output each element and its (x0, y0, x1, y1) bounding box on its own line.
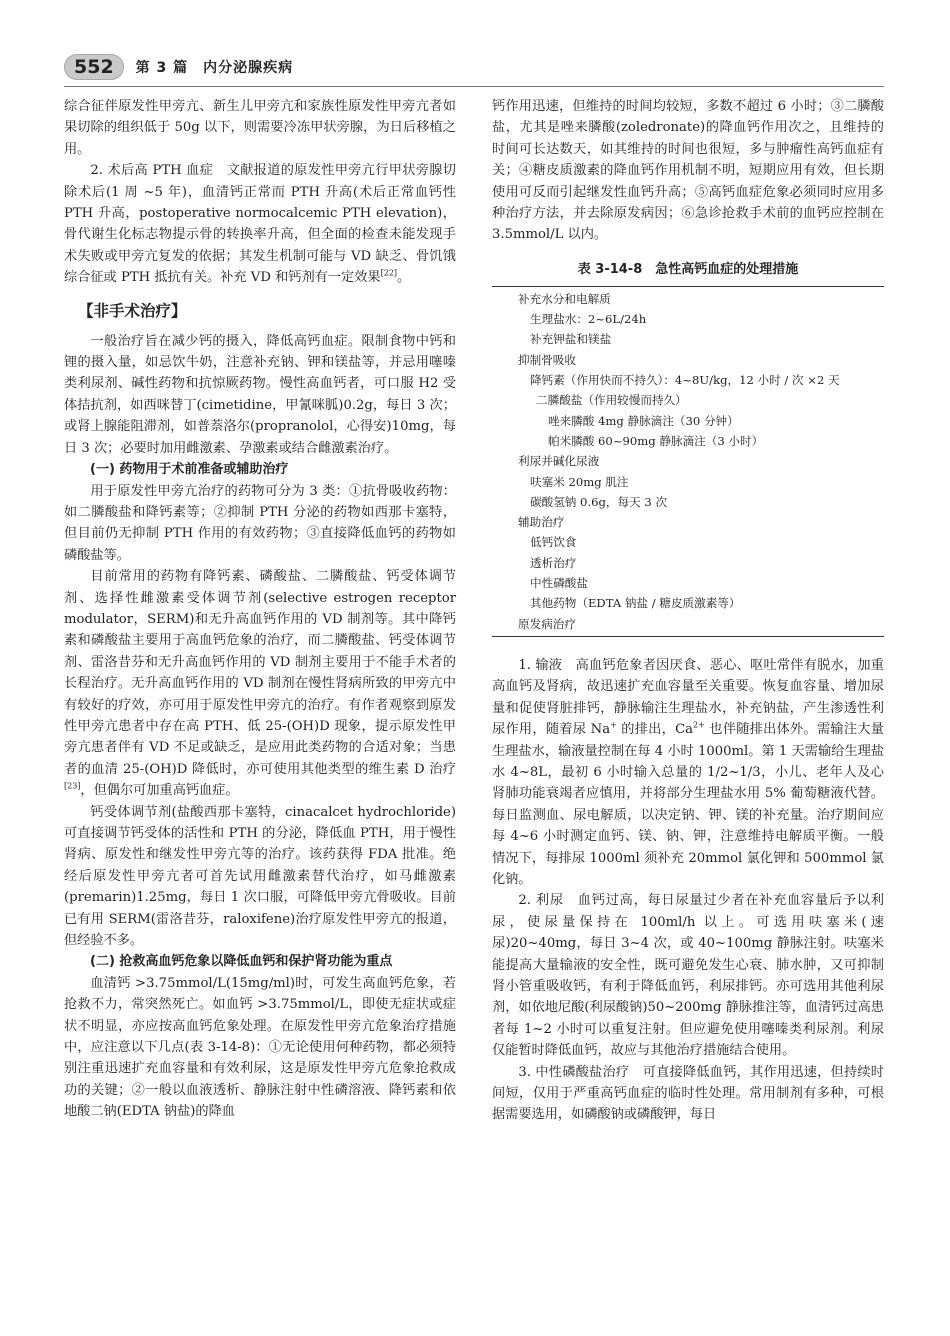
table-row: 抑制骨吸收 (518, 352, 576, 367)
table-row: 补充钾盐和镁盐 (530, 332, 612, 347)
table-row: 其他药物（EDTA 钠盐 / 糖皮质激素等） (530, 596, 741, 611)
paragraph-text: 2. 术后高 PTH 血症 文献报道的原发性甲旁亢行甲状旁腺切除术后(1 周 ~5 年)，血清钙正常而 PTH 升高(术后正常血钙性 PTH 升高，postoperative normocalcemic PTH elevation)，骨代谢生化标志物提示骨的转换率升高，但全面的检查未能发现手术失败或甲旁亢复发的依据；其发生机制可能与 VD 缺乏、骨饥饿综合征或 PTH 抵抗有关。补充 VD 和钙剂有一定效果 (64, 163, 456, 286)
paragraph-text: 目前常用的药物有降钙素、磷酸盐、二膦酸盐、钙受体调节剂、选择性雌激素受体调节剂(selective estrogen receptor modulator，SERM)和无升高血钙作用的 VD 制剂等。其中降钙素和磷酸盐主要用于高血钙危象的治疗，而二膦酸盐、钙受体调节剂、雷洛昔芬和无升高血钙作用的 VD 制剂主要用于不能手术者的长程治疗。无升高血钙作用的 VD 制剂在慢性肾病所致的甲旁亢中有较好的疗效，亦可用于原发性甲旁亢的治疗。有作者观察到原发性甲旁亢患者中存在高 PTH、低 25-(OH)D 现象，提示原发性甲旁亢患者伴有 VD 不足或缺乏，是应用此类药物的合适对象；当患者的血清 25-(OH)D 降低时，亦可使用其他类型的维生素 D 治疗 (64, 569, 456, 777)
table-row: 原发病治疗 (518, 616, 576, 631)
part-title: 第 3 篇 内分泌腺疾病 (135, 60, 294, 76)
table-row: 唑来膦酸 4mg 静脉滴注（30 分钟） (548, 413, 739, 428)
left-column (64, 96, 456, 1123)
paragraph: 钙作用迅速，但维持的时间均较短，多数不超过 6 小时；③二膦酸盐，尤其是唑来膦酸(zoledronate)的降血钙作用次之，且维持的时间可长达数天，如其维持的时间也很短，多与肿瘤性高钙血症有关；④糖皮质激素的降血钙作用机制不明，短期应用有效，但长期使用可反而引起继发性血钙升高；⑤高钙血症危象必须同时应用多种治疗方法，并去除原发病因；⑥急诊抢救手术前的血钙应控制在 3.5mmol/L 以内。 (492, 99, 884, 243)
paragraph-text: 。 (397, 270, 411, 286)
paragraph (492, 655, 884, 890)
page-number: 552 (64, 54, 124, 80)
right-column (492, 96, 884, 1126)
paragraph-text: 也伴随排出体外。需输注大量生理盐水，输液量控制在每 4 小时 1000ml。第 1 天需输给生理盐水 4~8L，最初 6 小时输入总量的 1/2~1/3，小儿、老年人及心肾肺功能衰竭者应慎用，并将部分生理盐水用 5% 葡萄糖液代替。每日监测血、尿电解质，以决定钠、钾、镁的补充量。治疗期间应每 4~6 小时测定血钙、镁、钠、钾，注意维持电解质平衡。一般情况下，每排尿 1000ml 须补充 20mmol 氯化钾和 500mmol 氯化钠。 (492, 722, 884, 887)
superscript: 2+ (693, 720, 705, 730)
paragraph: 血清钙 >3.75mmol/L(15mg/ml)时，可发生高血钙危象，若抢救不力，常突然死亡。如血钙 >3.75mmol/L，即使无症状或症状不明显，亦应按高血钙危象处理。在原发性甲旁亢危象治疗措施中，应注意以下几点(表 3-14-8)：①无论使用何种药物，都必须特别注重迅速扩充血容量和有效利尿，这是原发性甲旁亢危象抢救成功的关键；②一般以血液透析、静脉注射中性磷溶液、降钙素和依地酸二钠(EDTA 钠盐)的降血 (64, 975, 456, 1120)
table-row: 透析治疗 (530, 555, 577, 570)
superscript: + (610, 720, 617, 730)
table-row: 低钙饮食 (530, 535, 577, 550)
table-row: 补充水分和电解质 (518, 291, 611, 306)
paragraph: 钙受体调节剂(盐酸西那卡塞特，cinacalcet hydrochloride)可直接调节钙受体的活性和 PTH 的分泌，降低血 PTH，用于慢性肾病、原发性和继发性甲旁亢等的治疗。该药获得 FDA 批准。绝经后原发性甲旁亢者可首先试用雌激素替代治疗，如马雌激素(premarin)1.25mg，每日 1 次口服，可降低甲旁亢骨吸收。目前已有用 SERM(雷洛昔芬，raloxifene)治疗原发性甲旁亢的报道，但经验不多。 (64, 804, 456, 949)
paragraph: 一般治疗旨在减少钙的摄入，降低高钙血症。限制食物中钙和锂的摄入量，如忌饮牛奶，注意补充钠、钾和镁盐等，并忌用噻嗪类利尿剂、碱性药物和抗惊厥药物。慢性高血钙者，可口服 H2 受体拮抗剂，如西咪替丁(cimetidine，甲氰咪胍)0.2g，每日 3 次；或肾上腺能阻滞剂，如普萘洛尔(propranolol，心得安)10mg，每日 3 次；必要时加用雌激素、孕激素或结合雌激素治疗。 (64, 333, 456, 456)
treatment-table (492, 286, 884, 637)
table-row: 利尿并碱化尿液 (518, 454, 600, 469)
paragraph: 2. 利尿 血钙过高，每日尿量过少者在补充血容量后予以利尿，使尿量保持在 100ml/h 以上。可选用呋塞米(速尿)20~40mg，每日 3~4 次，或 40~100mg 静脉注射。呋塞米能提高大量输液的安全性，既可避免发生心衰、肺水肿，又可抑制肾小管重吸收钙，有利于降低血钙，利尿排钙。亦可选用其他利尿剂，如依地尼酸(利尿酸钠)50~200mg 静脉推注等，血清钙过高患者每 1~2 小时可以重复注射。但应避免使用噻嗪类利尿剂。利尿仅能暂时降低血钙，故应与其他治疗措施结合使用。 (492, 893, 884, 1059)
paragraph: 3. 中性磷酸盐治疗 可直接降低血钙，其作用迅速，但持续时间短，仅用于严重高钙血症的临时性处理。常用制剂有多种，可根据需要选用，如磷酸钠或磷酸钾，每日 (492, 1064, 884, 1123)
table-row: 碳酸氢钠 0.6g，每天 3 次 (530, 494, 668, 509)
running-header (64, 52, 293, 82)
paragraph: 综合征伴原发性甲旁亢、新生儿甲旁亢和家族性原发性甲旁亢者如果切除的组织低于 50g 以下，则需要冷冻甲状旁腺，为日后移植之用。 (64, 99, 456, 157)
citation-ref: [22] (380, 268, 398, 278)
table-row: 帕米膦酸 60~90mg 静脉滴注（3 小时） (548, 433, 764, 448)
section-heading: 【非手术治疗】 (78, 301, 187, 320)
paragraph-text: ，但偶尔可加重高钙血症。 (80, 783, 239, 799)
paragraph (64, 160, 456, 288)
paragraph (64, 566, 456, 801)
table-row: 生理盐水：2~6L/24h (530, 312, 647, 327)
paragraph: 用于原发性甲旁亢治疗的药物可分为 3 类：①抗骨吸收药物：如二膦酸盐和降钙素等；②抑制 PTH 分泌的药物如西那卡塞特，但目前仍无抑制 PTH 作用的有效药物；③直接降低血钙的药物如磷酸盐等。 (64, 483, 456, 563)
paragraph-text: 1. 输液 高血钙危象者因厌食、恶心、呕吐常伴有脱水，加重高血钙及肾病，故迅速扩充血容量至关重要。恢复血容量、增加尿量和促使肾脏排钙，静脉输注生理盐水，补充钠盐，产生渗透性利尿作用，随着尿 Na (492, 657, 884, 738)
subsection-heading: (一) 药物用于术前准备或辅助治疗 (90, 462, 289, 478)
paragraph-text: 的排出，Ca (616, 722, 694, 738)
table-row: 降钙素（作用快而不持久）：4~8U/kg，12 小时 / 次 ×2 天 (530, 373, 840, 388)
citation-ref: [23] (64, 781, 81, 791)
header-divider (64, 86, 884, 87)
table-row: 二膦酸盐（作用较慢而持久） (536, 393, 687, 408)
table-row: 呋塞米 20mg 肌注 (530, 474, 629, 489)
table-title: 表 3-14-8 急性高钙血症的处理措施 (577, 261, 799, 277)
subsection-heading: (二) 抢救高血钙危象以降低血钙和保护肾功能为重点 (90, 954, 393, 970)
table-row: 辅助治疗 (518, 515, 565, 530)
table-row: 中性磷酸盐 (530, 576, 588, 590)
